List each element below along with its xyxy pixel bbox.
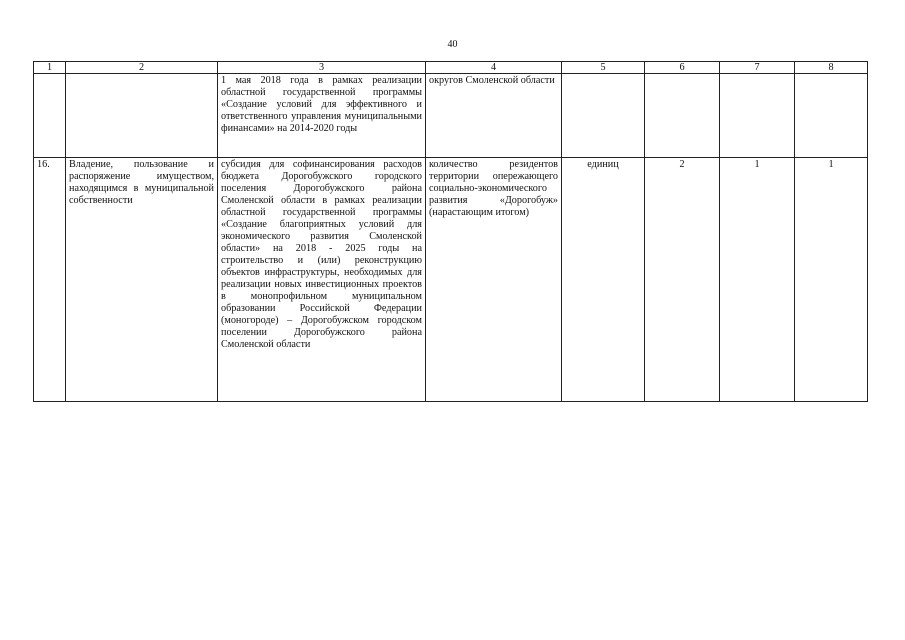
row-description-cell: 1 мая 2018 года в рамках реализации областной государственной программы «Создание условий для эффективного и ответственного управления муниципальными финансами» на 2014-2020 годы xyxy=(218,74,426,158)
row-name-cell xyxy=(66,74,218,158)
header-cell-7: 7 xyxy=(720,62,795,74)
table-row xyxy=(34,74,868,158)
header-cell-1: 1 xyxy=(34,62,66,74)
table-row xyxy=(34,158,868,402)
header-cell-6: 6 xyxy=(645,62,720,74)
program-table xyxy=(33,61,868,402)
page-number: 40 xyxy=(447,39,458,50)
row-indicator-cell: округов Смоленской области xyxy=(426,74,562,158)
header-cell-2: 2 xyxy=(66,62,218,74)
header-cell-5: 5 xyxy=(562,62,645,74)
row-indicator-cell: количество резидентов территории опережающего социально-экономического развития «Дорогобуж» (нарастающим итогом) xyxy=(426,158,562,402)
row-col6-cell xyxy=(645,74,720,158)
row-number-cell xyxy=(34,74,66,158)
row-col7-cell: 1 xyxy=(720,158,795,402)
row-col7-cell xyxy=(720,74,795,158)
row-col6-cell: 2 xyxy=(645,158,720,402)
header-cell-3: 3 xyxy=(218,62,426,74)
row-number-cell: 16. xyxy=(34,158,66,402)
row-unit-cell: единиц xyxy=(562,158,645,402)
row-name-cell: Владение, пользование и распоряжение имуществом, находящимся в муниципальной собственности xyxy=(66,158,218,402)
header-cell-4: 4 xyxy=(426,62,562,74)
header-row xyxy=(34,62,868,74)
row-unit-cell xyxy=(562,74,645,158)
header-cell-8: 8 xyxy=(795,62,868,74)
row-col8-cell: 1 xyxy=(795,158,868,402)
row-description-cell: субсидия для софинансирования расходов бюджета Дорогобужского городского поселения Дорогобужского района Смоленской области в рамках реализации областной государственной программы «Создание благоприятных условий для экономического развития Смоленской области» на 2018 - 2025 годы на строительство и (или) реконструкцию объектов инфраструктуры, необходимых для реализации новых инвестиционных проектов в монопрофильном муниципальном образовании Российской Федерации (моногороде) – Дорогобужском городском поселении Дорогобужского района Смоленской области xyxy=(218,158,426,402)
row-col8-cell xyxy=(795,74,868,158)
